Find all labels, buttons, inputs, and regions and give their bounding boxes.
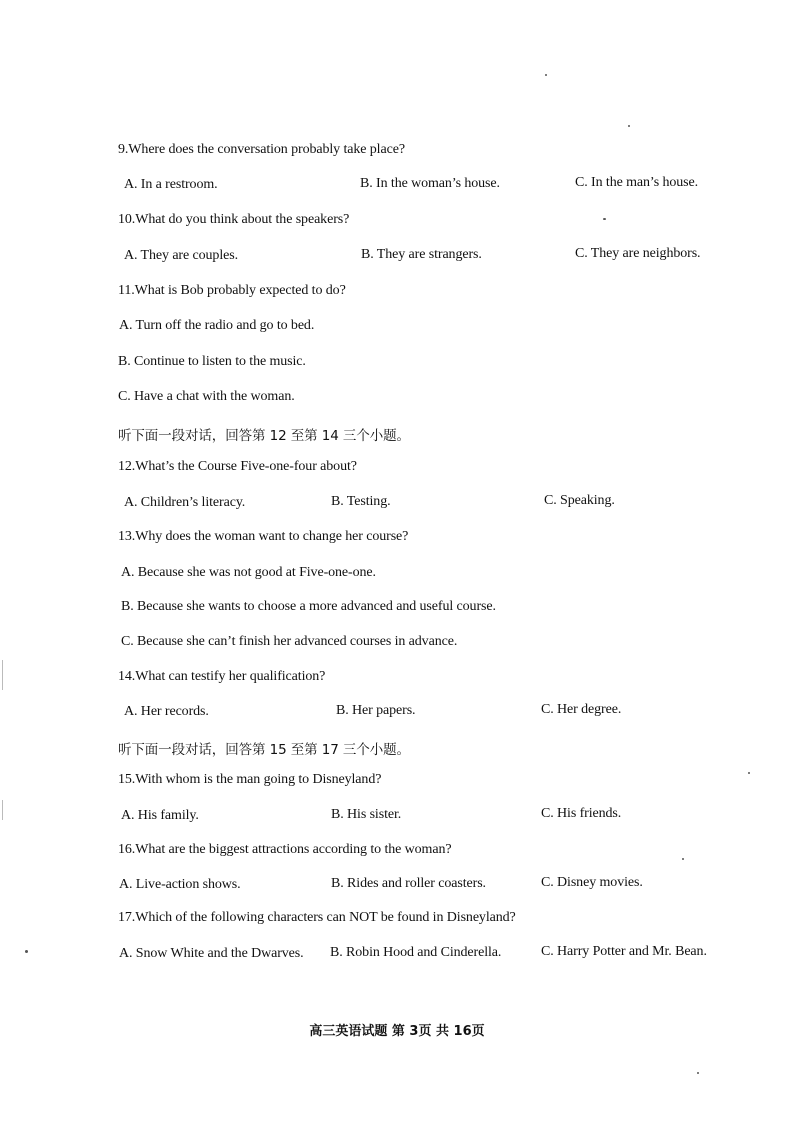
page-footer: 高三英语试题 第 3页 共 16页 xyxy=(309,1024,485,1039)
question-12-stem: 12.What’s the Course Five-one-four about? xyxy=(118,459,357,474)
section-instruction-12-14: 听下面一段对话，回答第 12 至第 14 三个小题。 xyxy=(118,428,410,444)
question-16-option-a: A. Live-action shows. xyxy=(119,877,241,892)
scan-speck xyxy=(603,218,606,220)
question-11-option-a: A. Turn off the radio and go to bed. xyxy=(119,318,315,333)
question-11-option-c: C. Have a chat with the woman. xyxy=(118,389,295,404)
scan-speck xyxy=(748,772,750,774)
question-17-stem: 17.Which of the following characters can NOT be found in Disneyland? xyxy=(118,910,516,925)
question-10-option-a: A. They are couples. xyxy=(124,248,238,263)
question-12-option-a: A. Children’s literacy. xyxy=(124,495,246,510)
question-9-option-c: C. In the man’s house. xyxy=(575,175,699,190)
question-16-option-c: C. Disney movies. xyxy=(541,875,643,890)
question-9-option-a: A. In a restroom. xyxy=(124,177,218,192)
scan-speck xyxy=(25,950,28,953)
question-16-option-b: B. Rides and roller coasters. xyxy=(331,876,486,891)
scan-speck xyxy=(697,1072,699,1074)
scan-edge-mark xyxy=(2,660,3,690)
question-17-option-b: B. Robin Hood and Cinderella. xyxy=(330,945,502,960)
question-14-option-b: B. Her papers. xyxy=(336,703,416,718)
question-12-option-b: B. Testing. xyxy=(331,494,391,509)
question-14-option-a: A. Her records. xyxy=(124,704,209,719)
question-10-stem: 10.What do you think about the speakers? xyxy=(118,212,350,227)
question-15-option-c: C. His friends. xyxy=(541,806,622,821)
section-instruction-15-17: 听下面一段对话，回答第 15 至第 17 三个小题。 xyxy=(118,742,410,758)
scan-speck xyxy=(682,858,684,860)
scan-speck xyxy=(545,74,547,76)
question-12-option-c: C. Speaking. xyxy=(544,493,615,508)
question-17-option-c: C. Harry Potter and Mr. Bean. xyxy=(541,944,707,959)
question-9-stem: 9.Where does the conversation probably take place? xyxy=(118,142,405,157)
question-9-option-b: B. In the woman’s house. xyxy=(360,176,500,191)
question-11-stem: 11.What is Bob probably expected to do? xyxy=(118,283,346,298)
question-13-option-a: A. Because she was not good at Five-one-one. xyxy=(121,565,376,580)
question-13-stem: 13.Why does the woman want to change her course? xyxy=(118,529,409,544)
question-15-option-a: A. His family. xyxy=(121,808,199,823)
question-14-option-c: C. Her degree. xyxy=(541,702,622,717)
scan-speck xyxy=(628,125,630,127)
question-15-stem: 15.With whom is the man going to Disneyland? xyxy=(118,772,382,787)
question-10-option-c: C. They are neighbors. xyxy=(575,246,701,261)
question-11-option-b: B. Continue to listen to the music. xyxy=(118,354,306,369)
question-17-option-a: A. Snow White and the Dwarves. xyxy=(119,946,304,961)
question-13-option-c: C. Because she can’t finish her advanced courses in advance. xyxy=(121,634,458,649)
question-10-option-b: B. They are strangers. xyxy=(361,247,482,262)
question-13-option-b: B. Because she wants to choose a more advanced and useful course. xyxy=(121,599,496,614)
scan-edge-mark xyxy=(2,800,3,820)
question-15-option-b: B. His sister. xyxy=(331,807,402,822)
question-14-stem: 14.What can testify her qualification? xyxy=(118,669,326,684)
question-16-stem: 16.What are the biggest attractions according to the woman? xyxy=(118,842,452,857)
